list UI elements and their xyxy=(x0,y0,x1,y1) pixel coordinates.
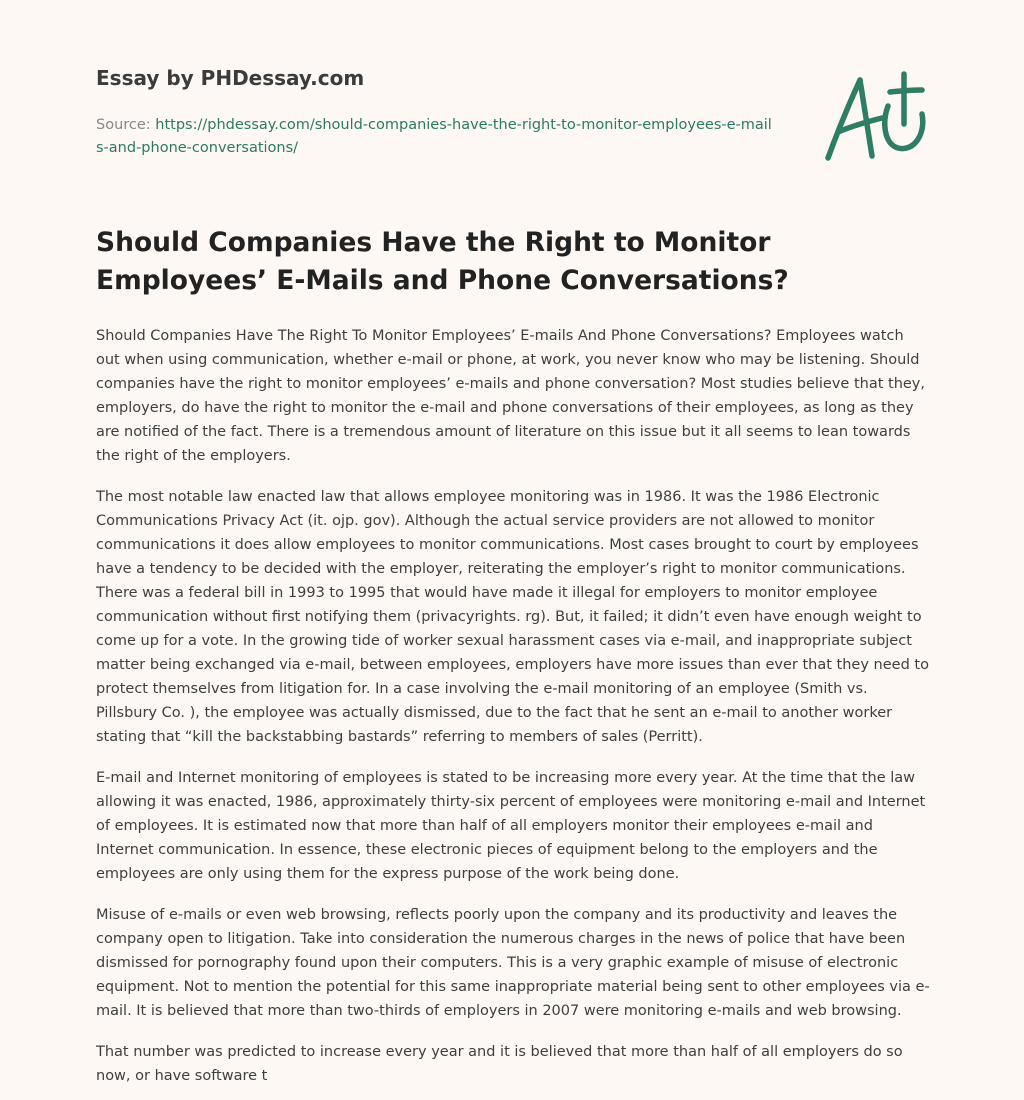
source-link[interactable]: https://phdessay.com/should-companies-have-the-right-to-monitor-employees-e-mails-and-phone-conversations/ xyxy=(96,117,772,156)
brand-title: Essay by PHDessay.com xyxy=(96,66,365,90)
a-plus-logo-icon xyxy=(818,66,930,166)
paragraph: E-mail and Internet monitoring of employees is stated to be increasing more every year. At the time that the law allowing it was enacted, 1986, approximately thirty-six percent of employees were monitoring e-mail and Internet of employees. It is estimated now that more than half of all employers monitor their employees e-mail and Internet communication. In essence, these electronic pieces of equipment belong to the employers and the employees are only using them for the express purpose of the work being done. xyxy=(96,770,926,882)
source-label: Source: xyxy=(96,117,151,133)
paragraph: Misuse of e-mails or even web browsing, reflects poorly upon the company and its productivity and leaves the company open to litigation. Take into consideration the numerous charges in the news of police that have been dismissed for pornography found upon their computers. This is a very graphic example of misuse of electronic equipment. Not to mention the potential for this same inappropriate material being sent to other employees via e-mail. It is believed that more than two-thirds of employers in 2007 were monitoring e-mails and web browsing. xyxy=(96,907,930,1019)
essay-title: Should Companies Have the Right to Monitor Employees’ E-Mails and Phone Conversations? xyxy=(96,227,789,296)
paragraph: That number was predicted to increase every year and it is believed that more than half of all employers do so now, or have software t xyxy=(96,1044,903,1084)
paragraph: The most notable law enacted law that allows employee monitoring was in 1986. It was the 1986 Electronic Communications Privacy Act (it. ojp. gov). Although the actual service providers are not allowed to monitor communications it does allow employees to monitor communications. Most cases brought to court by employees have a tendency to be decided with the employer, reiterating the employer’s right to monitor communications. There was a federal bill in 1993 to 1995 that would have made it illegal for employers to monitor employee communication without first notifying them (privacyrights. rg). But, it failed; it didn’t even have enough weight to come up for a vote. In the growing tide of worker sexual harassment cases via e-mail, and inappropriate subject matter being exchanged via e-mail, between employees, employers have more issues than ever that they need to protect themselves from litigation for. In a case involving the e-mail monitoring of an employee (Smith vs. Pillsbury Co. ), the employee was actually dismissed, due to the fact that he sent an e-mail to another worker stating that “kill the backstabbing bastards” referring to members of sales (Perritt). xyxy=(96,489,929,745)
paragraph: Should Companies Have The Right To Monitor Employees’ E-mails And Phone Conversations? Employees watch out when using communication, whether e-mail or phone, at work, you never know who may be listening. Should companies have the right to monitor employees’ e-mails and phone conversation? Most studies believe that they, employers, do have the right to monitor the e-mail and phone conversations of their employees, as long as they are notified of the fact. There is a tremendous amount of literature on this issue but it all seems to lean towards the right of the employers. xyxy=(96,328,925,464)
document-header xyxy=(96,64,776,160)
essay-body xyxy=(96,324,930,1100)
source-line xyxy=(96,114,776,160)
